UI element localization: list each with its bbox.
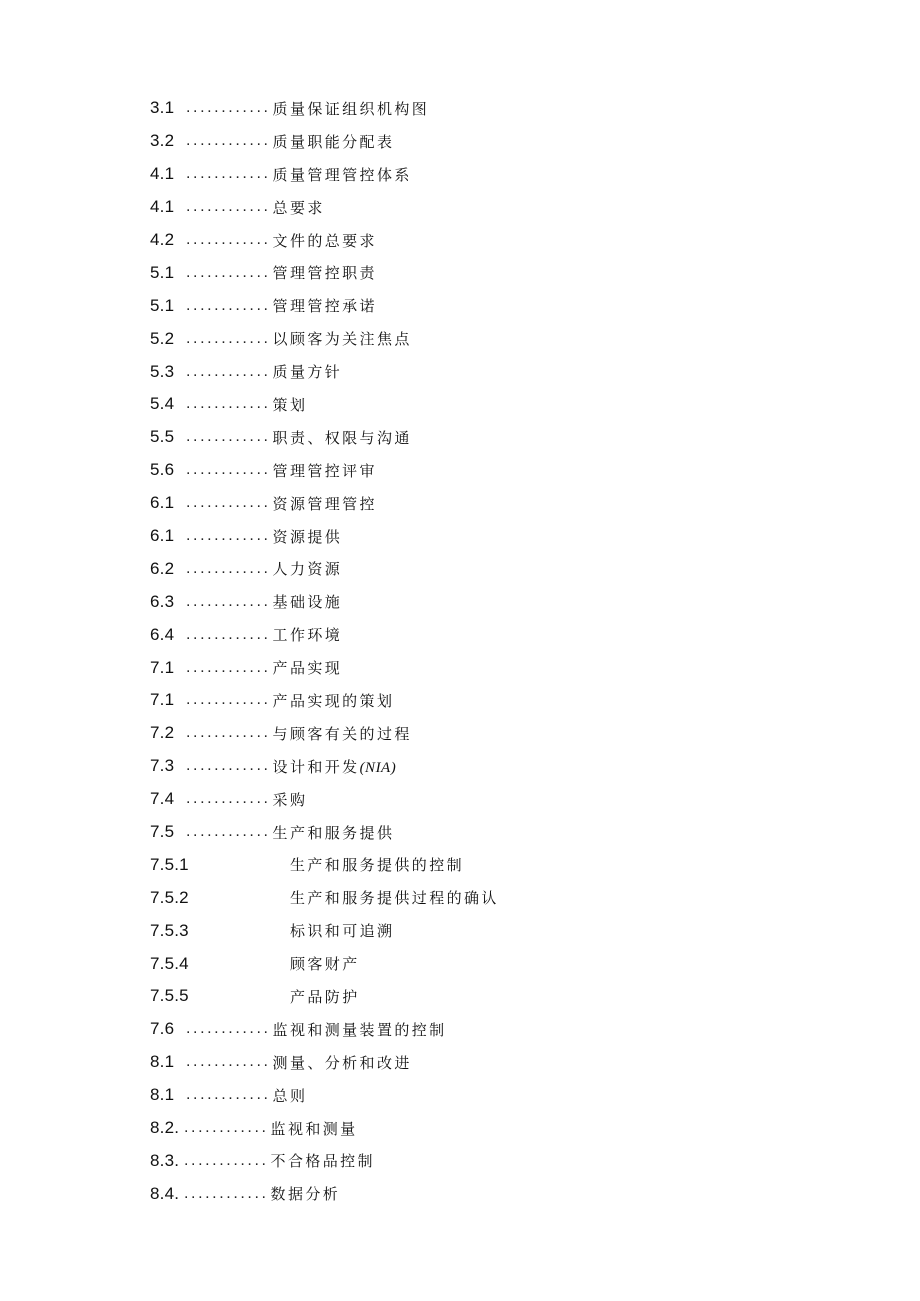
section-title: 不合格品控制: [270, 1152, 375, 1171]
toc-entry[interactable]: [150, 618, 790, 651]
section-number: 6.1: [150, 493, 175, 513]
section-title: 工作环境: [272, 626, 343, 645]
section-number: 6.1: [150, 526, 175, 546]
toc-entry[interactable]: [150, 289, 790, 322]
toc-entry[interactable]: [150, 1079, 790, 1112]
section-title: 数据分析: [270, 1185, 341, 1204]
toc-entry[interactable]: [150, 256, 790, 289]
dot-leader: ............: [186, 329, 271, 347]
section-title: 管理管控评审: [272, 461, 377, 480]
section-number: 8.1: [150, 1085, 175, 1105]
section-number: 7.4: [150, 789, 175, 809]
toc-entry[interactable]: [150, 388, 790, 421]
dot-leader: ............: [186, 362, 271, 380]
toc-entry[interactable]: [150, 980, 790, 1013]
section-number: 8.2.: [150, 1118, 180, 1138]
section-title: 总则: [272, 1086, 308, 1105]
section-title: 资源管理管控: [272, 494, 377, 513]
section-title: 管理管控承诺: [272, 297, 377, 316]
dot-leader: ............: [186, 494, 271, 512]
section-title: 顾客财产: [290, 955, 360, 974]
toc-entry[interactable]: [150, 1177, 790, 1210]
dot-leader: ............: [186, 592, 271, 610]
toc-entry[interactable]: [150, 125, 790, 158]
section-title: 采购: [272, 790, 308, 809]
section-title: 质量管理管控体系: [272, 165, 412, 184]
section-title-text: 设计和开发: [272, 757, 360, 776]
section-title: 监视和测量装置的控制: [272, 1020, 447, 1039]
dot-leader: ............: [186, 428, 271, 446]
toc-entry[interactable]: [150, 848, 790, 881]
section-title: 策划: [272, 395, 308, 414]
dot-leader: ............: [186, 1086, 271, 1104]
toc-entry[interactable]: [150, 520, 790, 553]
dot-leader: ............: [186, 559, 271, 577]
section-title: 职责、权限与沟通: [272, 428, 412, 447]
toc-entry[interactable]: [150, 783, 790, 816]
section-number: 4.2: [150, 230, 175, 249]
dot-leader: ............: [186, 263, 271, 281]
dot-leader: ............: [186, 527, 271, 545]
section-number: 7.5.2: [150, 887, 189, 907]
toc-entry[interactable]: [150, 487, 790, 520]
table-of-contents: [150, 92, 790, 1210]
toc-entry[interactable]: [150, 816, 790, 849]
dot-leader: ............: [186, 1020, 271, 1038]
dot-leader: ............: [184, 1184, 269, 1202]
toc-entry[interactable]: [150, 881, 790, 914]
dot-leader: ............: [186, 461, 271, 479]
section-number: 8.4.: [150, 1183, 180, 1203]
section-number: 7.3: [150, 756, 175, 776]
dot-leader: ............: [186, 1053, 271, 1071]
toc-entry[interactable]: [150, 421, 790, 454]
section-title: 产品实现: [272, 659, 343, 678]
section-title: 人力资源: [272, 560, 343, 579]
section-number: 7.5.5: [150, 986, 189, 1006]
dot-leader: ............: [186, 231, 271, 248]
section-title: 质量方针: [272, 363, 343, 382]
section-number: 7.5.4: [150, 953, 189, 973]
toc-entry[interactable]: [150, 454, 790, 487]
section-title: 生产和服务提供的控制: [290, 856, 465, 875]
dot-leader: ............: [184, 1119, 269, 1137]
toc-entry[interactable]: [150, 158, 790, 191]
toc-entry[interactable]: [150, 914, 790, 947]
section-number: 3.2: [150, 131, 175, 151]
section-number: 7.1: [150, 657, 175, 677]
dot-leader: ............: [186, 691, 271, 709]
section-number: 7.5.3: [150, 920, 189, 940]
section-title: 资源提供: [272, 527, 343, 546]
section-number: 7.1: [150, 690, 175, 710]
toc-entry[interactable]: [150, 224, 790, 257]
section-number: 6.3: [150, 591, 175, 611]
section-title: 生产和服务提供: [272, 823, 395, 842]
section-title: 产品防护: [290, 987, 360, 1006]
section-number: 5.3: [150, 361, 175, 381]
dot-leader: ............: [186, 198, 271, 216]
toc-entry[interactable]: [150, 92, 790, 125]
dot-leader: ............: [186, 658, 271, 676]
section-title: 管理管控职责: [272, 264, 377, 283]
toc-entry[interactable]: [150, 191, 790, 224]
section-number: 7.6: [150, 1019, 175, 1039]
section-number: 5.1: [150, 295, 175, 315]
section-number: 8.1: [150, 1052, 175, 1072]
section-title: 以顾客为关注焦点: [272, 330, 412, 349]
section-number: 5.5: [150, 427, 175, 447]
dot-leader: ............: [186, 165, 271, 183]
section-title: 生产和服务提供过程的确认: [290, 889, 499, 908]
toc-entry[interactable]: [150, 1112, 790, 1145]
section-number: 5.2: [150, 328, 175, 348]
section-title: 与顾客有关的过程: [272, 724, 412, 743]
toc-entry[interactable]: [150, 750, 790, 783]
section-number: 5.6: [150, 460, 175, 480]
dot-leader: ............: [184, 1151, 269, 1169]
section-number: 5.4: [150, 394, 175, 414]
section-title: 质量职能分配表: [272, 132, 395, 151]
toc-entry[interactable]: [150, 651, 790, 684]
section-number: 7.2: [150, 723, 175, 743]
section-title: 监视和测量: [270, 1119, 358, 1138]
section-number: 4.1: [150, 197, 175, 217]
toc-entry[interactable]: [150, 1046, 790, 1079]
dot-leader: ............: [186, 395, 271, 413]
section-number: 4.1: [150, 164, 175, 184]
dot-leader: ............: [186, 296, 271, 314]
section-title: 文件的总要求: [272, 231, 377, 250]
toc-entry[interactable]: [150, 552, 790, 585]
section-title-suffix: (NIA): [359, 759, 397, 776]
section-title: 质量保证组织机构图: [272, 99, 430, 118]
section-number: 7.5.1: [150, 854, 189, 874]
toc-entry[interactable]: [150, 355, 790, 388]
section-number: 5.1: [150, 262, 175, 282]
toc-entry[interactable]: [150, 1013, 790, 1046]
section-title: 产品实现的策划: [272, 691, 395, 710]
toc-entry[interactable]: [150, 322, 790, 355]
toc-entry[interactable]: [150, 1145, 790, 1178]
section-title: 标识和可追溯: [290, 922, 395, 941]
dot-leader: ............: [186, 724, 271, 742]
toc-entry[interactable]: [150, 717, 790, 750]
section-number: 7.5: [150, 822, 175, 842]
section-title: 总要求: [272, 198, 325, 217]
dot-leader: ............: [186, 823, 271, 841]
section-number: 6.4: [150, 624, 175, 644]
section-number: 8.3.: [150, 1150, 180, 1170]
toc-entry[interactable]: [150, 947, 790, 980]
dot-leader: ............: [186, 790, 271, 808]
section-number: 3.1: [150, 98, 175, 118]
dot-leader: ............: [186, 132, 271, 150]
dot-leader: ............: [186, 625, 271, 643]
section-title: [273, 756, 397, 777]
toc-entry[interactable]: [150, 585, 790, 618]
section-title: 基础设施: [272, 593, 343, 612]
section-title: 测量、分析和改进: [272, 1053, 412, 1072]
dot-leader: ............: [186, 757, 271, 775]
dot-leader: ............: [186, 99, 271, 117]
section-number: 6.2: [150, 558, 175, 578]
toc-entry[interactable]: [150, 684, 790, 717]
